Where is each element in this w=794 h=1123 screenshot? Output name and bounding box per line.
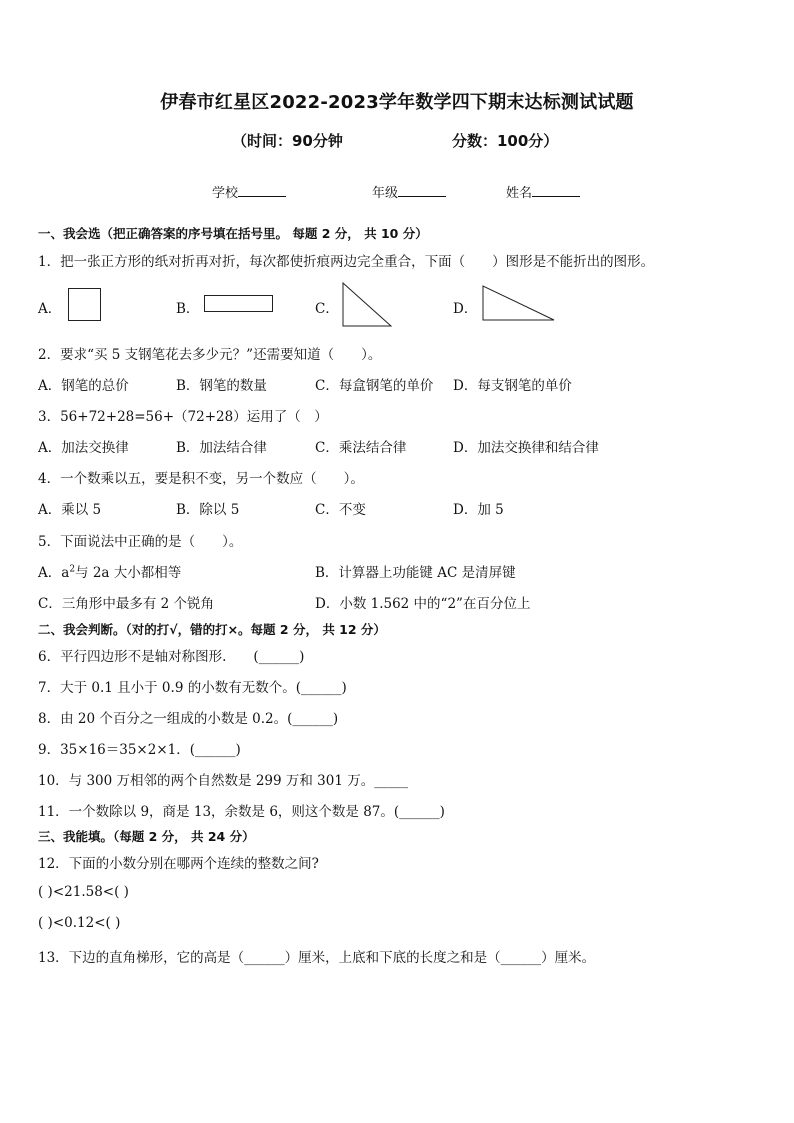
question-5: 5．下面说法中正确的是（ ）。 [38,534,243,550]
question-2: 2．要求“买 5 支钢笔花去多少元？”还需要知道（ ）。 [38,347,382,363]
isosceles-right-triangle-icon [340,282,394,328]
right-triangle-icon [480,284,558,324]
question-9: 9．35×16＝35×2×1．(______) [38,742,241,758]
question-7: 7．大于 0.1 且小于 0.9 的小数有无数个。(______) [38,680,347,696]
q4-option-a: A．乘以 5 [38,502,102,518]
question-6: 6．平行四边形不是轴对称图形. (______) [38,649,305,665]
square-shape-icon [68,288,102,322]
q12-line-1: ( )<21.58<( ) [38,884,129,900]
grade-field [372,182,446,201]
q4-option-d: D．加 5 [453,502,504,518]
name-blank[interactable] [532,184,580,197]
q5-option-c: C．三角形中最多有 2 个锐角 [38,596,215,612]
question-11: 11．一个数除以 9，商是 13，余数是 6，则这个数是 87。(______) [38,804,445,820]
q1-option-a: A． [38,301,62,317]
q5-option-a [38,561,181,581]
q2-option-a: A．钢笔的总价 [38,378,129,394]
question-8: 8．由 20 个百分之一组成的小数是 0.2。(______) [38,711,339,727]
grade-label: 年级 [372,186,399,201]
section-2-heading: 二、我会判断。（对的打√，错的打×。每题 2 分， 共 12 分） [38,622,386,637]
q5-option-b: B．计算器上功能键 AC 是清屏键 [315,565,516,581]
rectangle-shape-icon [204,295,274,313]
page-title: 伊春市红星区2022-2023学年数学四下期末达标测试试题 [160,92,634,113]
q3-option-d: D．加法交换律和结合律 [453,440,599,456]
question-4: 4．一个数乘以五，要是积不变，另一个数应（ ）。 [38,471,364,487]
q2-option-c: C．每盒钢笔的单价 [315,378,434,394]
q3-option-b: B．加法结合律 [176,440,267,456]
q12-line-2: ( )<0.12<( ) [38,915,121,931]
name-field [506,182,580,201]
q5-option-a-exponent: 2 [69,564,76,575]
q1-option-c: C． [315,301,339,317]
question-13: 13．下边的直角梯形，它的高是（______）厘米，上底和下底的长度之和是（______）厘米。 [38,950,596,966]
q2-option-d: D．每支钢笔的单价 [453,378,572,394]
question-10: 10．与 300 万相邻的两个自然数是 299 万和 301 万。_____ [38,773,408,789]
q4-option-c: C．不变 [315,502,366,518]
school-label: 学校 [212,186,239,201]
school-field [212,182,286,201]
school-blank[interactable] [238,184,286,197]
q3-option-a: A．加法交换律 [38,440,129,456]
question-3: 3．56+72+28=56+（72+28）运用了（ ） [38,409,328,425]
q5-option-a-suffix: 与 2a 大小都相等 [75,565,182,581]
q3-option-c: C．乘法结合律 [315,440,407,456]
question-12: 12．下面的小数分别在哪两个连续的整数之间? [38,856,319,872]
name-label: 姓名 [506,186,533,201]
time-label: （时间：90分钟 [232,132,343,150]
q2-option-b: B．钢笔的数量 [176,378,267,394]
grade-blank[interactable] [398,184,446,197]
section-3-heading: 三、我能填。（每题 2 分， 共 24 分） [38,829,255,844]
section-1-heading: 一、我会选（把正确答案的序号填在括号里。 每题 2 分， 共 10 分） [38,226,428,241]
question-1: 1．把一张正方形的纸对折再对折，每次都使折痕两边完全重合，下面（ ）图形是不能折出的图形。 [38,254,655,270]
q5-option-d: D．小数 1.562 中的“2”在百分位上 [315,596,531,612]
q5-option-a-prefix: A．a [38,565,70,581]
q4-option-b: B．除以 5 [176,502,240,518]
score-label: 分数：100分） [452,132,559,150]
q1-option-b: B． [176,301,200,317]
q1-option-d: D． [453,301,478,317]
